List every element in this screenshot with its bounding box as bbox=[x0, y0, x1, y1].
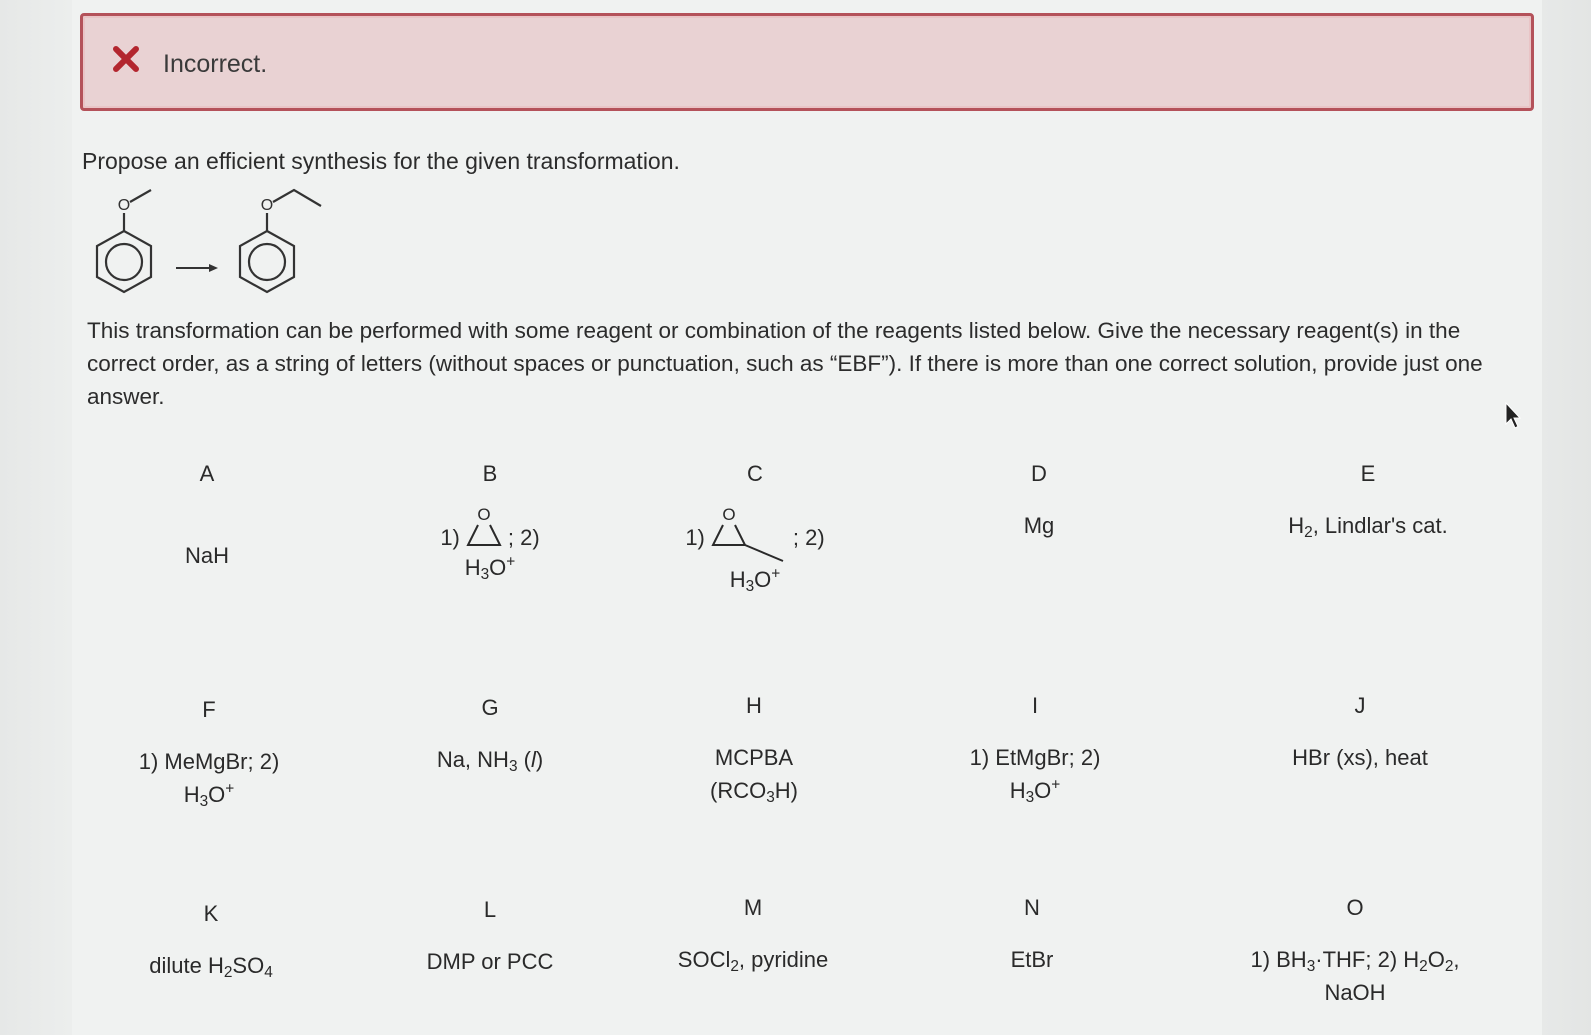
reagent-option-k bbox=[81, 901, 341, 982]
step-one-label: 1) bbox=[440, 525, 460, 550]
reagent-text: NaOH bbox=[1324, 980, 1386, 1005]
reagent-letter: F bbox=[202, 697, 216, 722]
reagent-letter: C bbox=[747, 461, 763, 486]
reagent-text: 1) EtMgBr; 2) bbox=[969, 745, 1101, 770]
reagent-text: Mg bbox=[1023, 513, 1055, 538]
reagent-letter: B bbox=[482, 461, 498, 486]
reagent-option-i bbox=[905, 693, 1165, 807]
reagent-option-d bbox=[909, 461, 1169, 542]
reagent-text: Na, $NH_3$ (l) bbox=[436, 747, 544, 775]
reagent-option-e bbox=[1238, 461, 1498, 542]
step-one-label: 1) bbox=[685, 525, 705, 550]
step-two-label: ; 2) bbox=[792, 525, 825, 550]
reagent-option-f bbox=[79, 697, 339, 811]
reagent-text: DMP or PCC bbox=[426, 949, 554, 974]
reagent-text: 1) MeMgBr; 2) bbox=[138, 749, 280, 774]
right-oxygen-label: O bbox=[260, 197, 274, 214]
question-instructions: This transformation can be performed with some reagent or combination of the reagents listed below. Give the necessary reagent(s) in the correct order, as a string of letters (without spaces or punctuation, such as “EBF”). If there is more than one correct solution, provide just one answer. bbox=[87, 318, 1483, 409]
reagent-text: dilute $H_2SO_4$ bbox=[149, 953, 273, 981]
reagent-text: HBr (xs), heat bbox=[1292, 745, 1428, 770]
reagent-text: $(RCO_3H)$ bbox=[710, 778, 798, 806]
reagent-letter: M bbox=[743, 895, 763, 920]
reagent-text: MCPBA bbox=[714, 745, 794, 770]
reagent-letter: I bbox=[1031, 693, 1039, 718]
step-two-label: ; 2) bbox=[507, 525, 540, 550]
reagent-letter: E bbox=[1360, 461, 1376, 486]
reagent-epoxide-line bbox=[685, 507, 824, 563]
reagent-epoxide-line bbox=[440, 507, 539, 551]
left-oxygen-label: O bbox=[117, 197, 131, 214]
ethylene-oxide-icon bbox=[464, 507, 504, 551]
reagent-option-g bbox=[360, 695, 620, 776]
propylene-oxide-icon bbox=[709, 507, 789, 563]
reagent-letter: G bbox=[481, 695, 499, 720]
epoxide-oxygen-label: O bbox=[722, 507, 736, 524]
reagent-option-b bbox=[360, 461, 620, 584]
reagent-text: $H_2$, Lindlar's cat. bbox=[1288, 513, 1448, 541]
reagent-text: EtBr bbox=[1010, 947, 1054, 972]
reagent-letter: N bbox=[1024, 895, 1040, 920]
reagent-letter: A bbox=[199, 461, 215, 486]
reagent-option-h bbox=[624, 693, 884, 807]
reagent-option-l bbox=[360, 897, 620, 978]
reagent-option-a bbox=[77, 461, 337, 572]
feedback-status-text: Incorrect. bbox=[163, 50, 268, 78]
reagent-grid bbox=[75, 445, 1530, 1035]
reagent-option-j bbox=[1230, 693, 1490, 774]
reagent-text: 1) $BH_3\cdot THF$; 2) $H_2O_2$, bbox=[1250, 947, 1460, 975]
reagent-acid: $H_3O^+$ bbox=[183, 780, 235, 810]
reagent-option-n bbox=[902, 895, 1162, 976]
reagent-letter: H bbox=[746, 693, 762, 718]
reagent-option-o bbox=[1195, 895, 1515, 1009]
feedback-banner bbox=[80, 13, 1534, 111]
reagent-option-c bbox=[625, 461, 885, 596]
reagent-acid: $H_3O^+$ bbox=[464, 553, 516, 583]
reagent-text: NaH bbox=[184, 543, 229, 568]
reagent-text: SOCl$_2$, pyridine bbox=[677, 947, 829, 975]
reagent-option-m bbox=[623, 895, 883, 976]
reagent-letter: D bbox=[1031, 461, 1047, 486]
question-prompt: Propose an efficient synthesis for the given transformation. bbox=[82, 148, 680, 174]
reagent-acid: $H_3O^+$ bbox=[729, 565, 781, 595]
reaction-scheme bbox=[88, 186, 338, 306]
reagent-letter: J bbox=[1354, 693, 1366, 718]
reagent-letter: L bbox=[483, 897, 497, 922]
mouse-cursor-icon bbox=[1504, 402, 1522, 430]
x-mark-icon bbox=[111, 44, 141, 74]
reagent-letter: K bbox=[203, 901, 219, 926]
reagent-letter: O bbox=[1346, 895, 1364, 920]
reagent-acid: $H_3O^+$ bbox=[1009, 776, 1061, 806]
reaction-arrow-icon bbox=[176, 264, 218, 272]
epoxide-oxygen-label: O bbox=[477, 507, 491, 524]
